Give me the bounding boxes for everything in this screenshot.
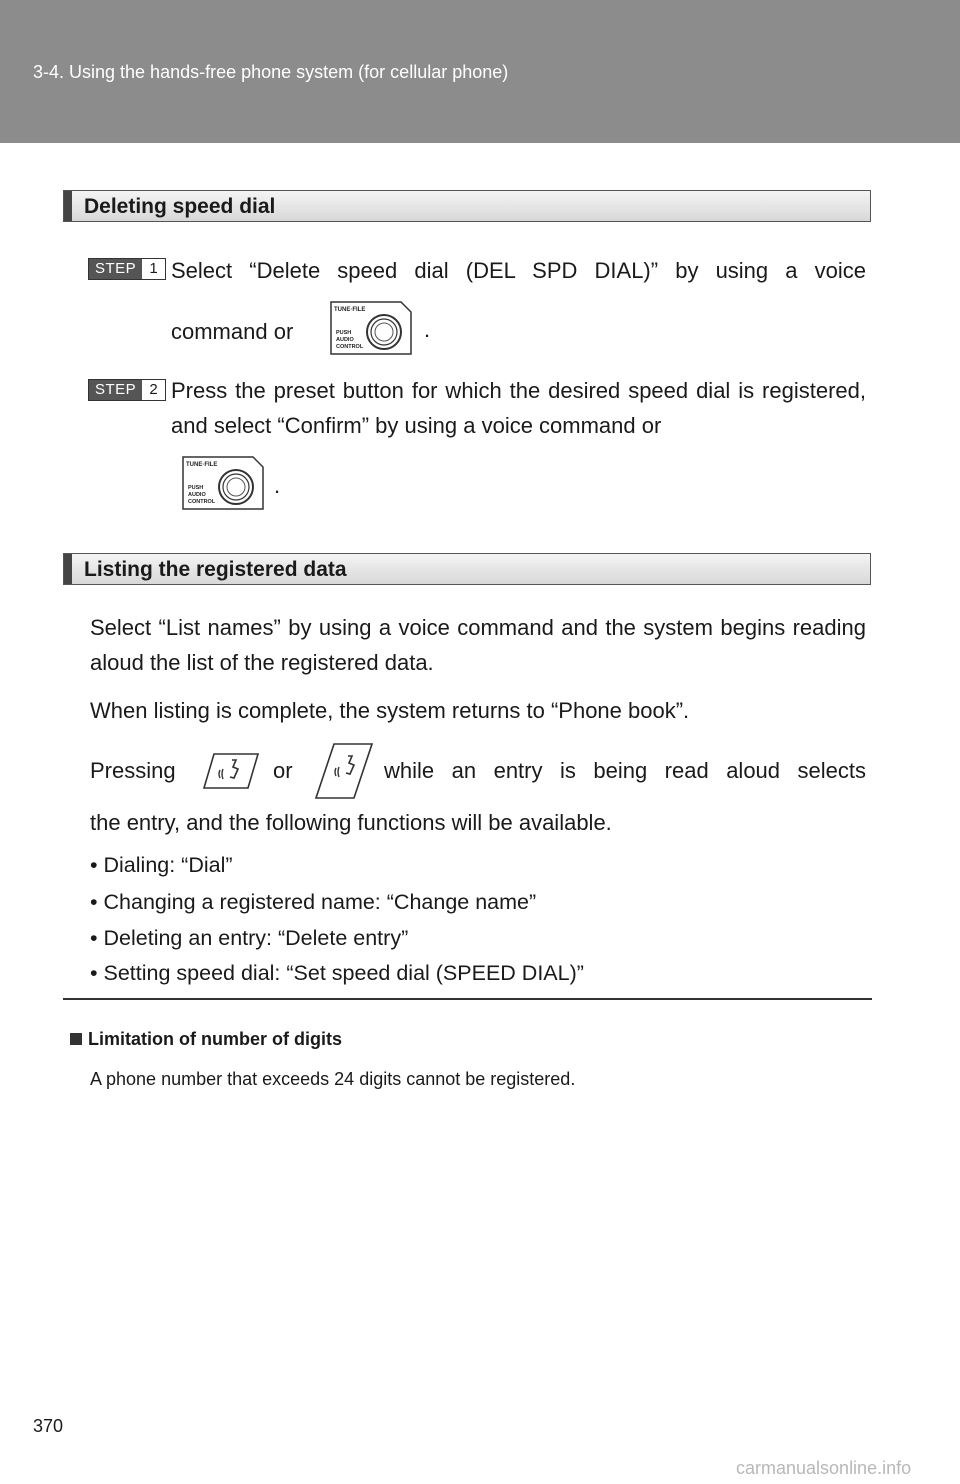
step-2-end: . bbox=[274, 473, 281, 498]
section-heading-deleting-speed-dial bbox=[63, 190, 871, 222]
talk-switch-icon bbox=[198, 750, 262, 792]
step-1-text-line2: command or bbox=[171, 319, 294, 344]
step-2-badge bbox=[88, 379, 166, 401]
section-heading-listing-registered-data bbox=[63, 553, 871, 585]
page-number: 370 bbox=[33, 1416, 64, 1436]
listing-paragraph-3-line2: the entry, and the following functions will be available. bbox=[90, 810, 612, 835]
step-2-text: Press the preset button for which the desired speed dial is registered, and select “Confirm” by using a voice command or bbox=[171, 378, 866, 438]
listing-paragraph-1: Select “List names” by using a voice command and the system begins reading aloud the list of the registered data. bbox=[90, 615, 866, 675]
divider bbox=[63, 998, 872, 1000]
step-label: STEP bbox=[89, 380, 142, 400]
section-marker bbox=[64, 554, 72, 584]
header-title: 3-4. Using the hands-free phone system (for cellular phone) bbox=[33, 62, 509, 82]
tune-file-knob-icon bbox=[329, 300, 413, 356]
section-marker bbox=[64, 191, 72, 221]
step-1-text: Select “Delete speed dial (DEL SPD DIAL)” by using a voice bbox=[171, 258, 866, 283]
knob-label-1: PUSH bbox=[188, 485, 204, 491]
step-number: 2 bbox=[142, 380, 165, 400]
knob-label-1: PUSH bbox=[336, 330, 352, 336]
bullet-item-dial: • Dialing: “Dial” bbox=[90, 853, 233, 877]
step-1-end: . bbox=[424, 317, 431, 342]
bullet-item-set-speed-dial: • Setting speed dial: “Set speed dial (SPEED DIAL)” bbox=[90, 961, 584, 985]
bullet-item-delete-entry: • Deleting an entry: “Delete entry” bbox=[90, 926, 409, 950]
knob-top-label: TUNE·FILE bbox=[186, 462, 218, 468]
note-title: Limitation of number of digits bbox=[88, 1029, 342, 1049]
knob-label-2: AUDIO bbox=[336, 337, 354, 343]
or-word: or bbox=[273, 758, 293, 783]
section-title: Deleting speed dial bbox=[84, 195, 276, 218]
note-text: A phone number that exceeds 24 digits cannot be registered. bbox=[90, 1069, 576, 1089]
step-number: 1 bbox=[142, 259, 165, 279]
knob-label-3: CONTROL bbox=[336, 344, 364, 350]
watermark: carmanualsonline.info bbox=[736, 1458, 912, 1478]
bullet-item-change-name: • Changing a registered name: “Change name” bbox=[90, 890, 537, 914]
knob-label-2: AUDIO bbox=[188, 492, 206, 498]
pressing-word: Pressing bbox=[90, 758, 176, 783]
square-bullet-icon bbox=[70, 1033, 82, 1045]
page-header bbox=[0, 0, 960, 143]
listing-paragraph-2: When listing is complete, the system returns to “Phone book”. bbox=[90, 698, 690, 723]
talk-switch-icon bbox=[306, 740, 376, 802]
knob-label-3: CONTROL bbox=[188, 499, 216, 505]
section-title: Listing the registered data bbox=[84, 558, 347, 581]
note-heading bbox=[70, 1029, 342, 1050]
tune-file-knob-icon bbox=[181, 455, 265, 511]
pressing-text-end: while an entry is being read aloud selects bbox=[384, 758, 866, 783]
knob-top-label: TUNE·FILE bbox=[334, 307, 366, 313]
step-label: STEP bbox=[89, 259, 142, 279]
step-1-badge bbox=[88, 258, 166, 280]
